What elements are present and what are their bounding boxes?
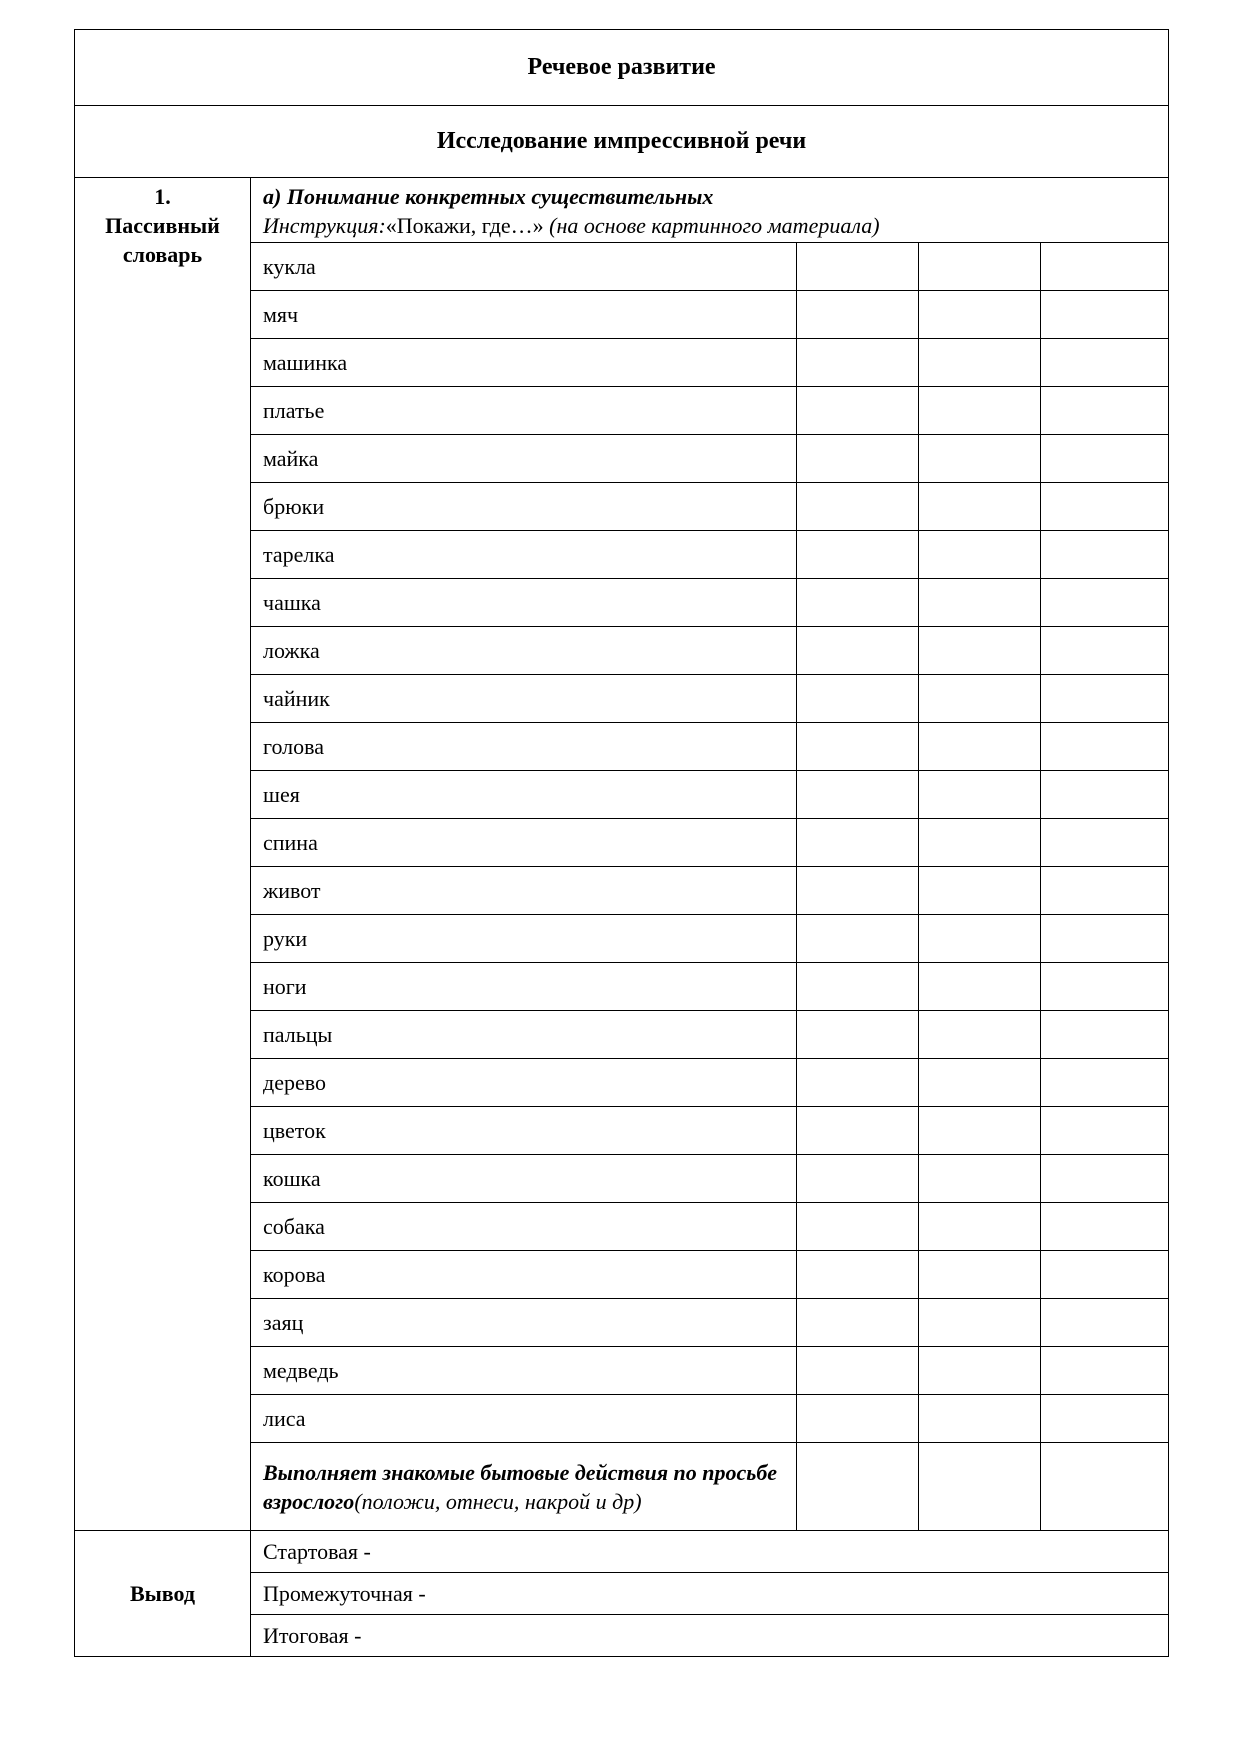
assessment-sheet	[74, 29, 1168, 1657]
mark-cell-final[interactable]	[1041, 579, 1169, 627]
word-label: собака	[251, 1203, 797, 1251]
word-label: чашка	[251, 579, 797, 627]
mark-cell-final[interactable]	[1041, 243, 1169, 291]
word-label: ложка	[251, 627, 797, 675]
mark-cell-start[interactable]	[797, 1107, 919, 1155]
word-label: голова	[251, 723, 797, 771]
mark-cell-middle[interactable]	[919, 387, 1041, 435]
mark-cell-final[interactable]	[1041, 1059, 1169, 1107]
mark-cell-start[interactable]	[797, 771, 919, 819]
document-title: Речевое развитие	[75, 30, 1169, 106]
mark-cell-start[interactable]	[797, 291, 919, 339]
word-label: кошка	[251, 1155, 797, 1203]
section-number: 1.	[154, 184, 171, 209]
mark-cell-final[interactable]	[1041, 1443, 1169, 1531]
mark-cell-start[interactable]	[797, 339, 919, 387]
mark-cell-middle[interactable]	[919, 243, 1041, 291]
mark-cell-final[interactable]	[1041, 627, 1169, 675]
mark-cell-start[interactable]	[797, 1155, 919, 1203]
word-label: шея	[251, 771, 797, 819]
word-label: ноги	[251, 963, 797, 1011]
word-label: цветок	[251, 1107, 797, 1155]
mark-cell-final[interactable]	[1041, 1155, 1169, 1203]
mark-cell-final[interactable]	[1041, 675, 1169, 723]
mark-cell-start[interactable]	[797, 435, 919, 483]
mark-cell-start[interactable]	[797, 1347, 919, 1395]
mark-cell-start[interactable]	[797, 675, 919, 723]
mark-cell-middle[interactable]	[919, 1347, 1041, 1395]
word-label: живот	[251, 867, 797, 915]
mark-cell-middle[interactable]	[919, 771, 1041, 819]
word-label: заяц	[251, 1299, 797, 1347]
mark-cell-middle[interactable]	[919, 1203, 1041, 1251]
mark-cell-final[interactable]	[1041, 387, 1169, 435]
mark-cell-middle[interactable]	[919, 627, 1041, 675]
mark-cell-middle[interactable]	[919, 1443, 1041, 1531]
conclusion-start[interactable]: Стартовая -	[251, 1531, 1169, 1573]
mark-cell-middle[interactable]	[919, 915, 1041, 963]
mark-cell-final[interactable]	[1041, 915, 1169, 963]
instruction-text: «Покажи, где…»	[385, 213, 544, 238]
word-label: майка	[251, 435, 797, 483]
mark-cell-middle[interactable]	[919, 963, 1041, 1011]
word-label: спина	[251, 819, 797, 867]
mark-cell-middle[interactable]	[919, 483, 1041, 531]
word-label: медведь	[251, 1347, 797, 1395]
mark-cell-middle[interactable]	[919, 819, 1041, 867]
mark-cell-middle[interactable]	[919, 339, 1041, 387]
mark-cell-start[interactable]	[797, 387, 919, 435]
mark-cell-final[interactable]	[1041, 963, 1169, 1011]
action-item-cell	[251, 1443, 797, 1531]
mark-cell-middle[interactable]	[919, 1011, 1041, 1059]
mark-cell-middle[interactable]	[919, 531, 1041, 579]
mark-cell-final[interactable]	[1041, 1299, 1169, 1347]
mark-cell-final[interactable]	[1041, 723, 1169, 771]
document-subtitle: Исследование импрессивной речи	[75, 106, 1169, 178]
mark-cell-final[interactable]	[1041, 819, 1169, 867]
mark-cell-final[interactable]	[1041, 771, 1169, 819]
mark-cell-start[interactable]	[797, 1395, 919, 1443]
section-label	[75, 178, 251, 1531]
mark-cell-final[interactable]	[1041, 1203, 1169, 1251]
mark-cell-start[interactable]	[797, 915, 919, 963]
mark-cell-start[interactable]	[797, 1299, 919, 1347]
subsection-header	[251, 178, 1169, 243]
instruction-note: (на основе картинного материала)	[549, 213, 880, 238]
mark-cell-start[interactable]	[797, 1443, 919, 1531]
mark-cell-start[interactable]	[797, 1203, 919, 1251]
word-label: брюки	[251, 483, 797, 531]
mark-cell-middle[interactable]	[919, 1251, 1041, 1299]
mark-cell-final[interactable]	[1041, 483, 1169, 531]
mark-cell-start[interactable]	[797, 531, 919, 579]
action-item-bold: Выполняет знакомые бытовые действия по просьбе взрослого	[263, 1459, 778, 1514]
mark-cell-middle[interactable]	[919, 867, 1041, 915]
mark-cell-start[interactable]	[797, 627, 919, 675]
word-label: дерево	[251, 1059, 797, 1107]
mark-cell-middle[interactable]	[919, 723, 1041, 771]
mark-cell-middle[interactable]	[919, 675, 1041, 723]
word-label: пальцы	[251, 1011, 797, 1059]
mark-cell-final[interactable]	[1041, 291, 1169, 339]
mark-cell-middle[interactable]	[919, 1059, 1041, 1107]
mark-cell-middle[interactable]	[919, 1107, 1041, 1155]
mark-cell-start[interactable]	[797, 579, 919, 627]
mark-cell-final[interactable]	[1041, 339, 1169, 387]
word-label: машинка	[251, 339, 797, 387]
mark-cell-start[interactable]	[797, 483, 919, 531]
assessment-table	[74, 29, 1169, 1657]
mark-cell-final[interactable]	[1041, 1251, 1169, 1299]
conclusion-final[interactable]: Итоговая -	[251, 1615, 1169, 1657]
mark-cell-start[interactable]	[797, 723, 919, 771]
mark-cell-start[interactable]	[797, 819, 919, 867]
section-name-line1: Пассивный	[105, 213, 220, 238]
word-label: тарелка	[251, 531, 797, 579]
mark-cell-middle[interactable]	[919, 435, 1041, 483]
mark-cell-final[interactable]	[1041, 435, 1169, 483]
action-item-italic: (положи, отнеси, накрой и др)	[354, 1488, 642, 1514]
mark-cell-start[interactable]	[797, 1251, 919, 1299]
word-label: чайник	[251, 675, 797, 723]
mark-cell-final[interactable]	[1041, 1347, 1169, 1395]
mark-cell-start[interactable]	[797, 1011, 919, 1059]
mark-cell-middle[interactable]	[919, 291, 1041, 339]
subsection-heading: а) Понимание конкретных существительных	[263, 184, 714, 209]
mark-cell-final[interactable]	[1041, 1011, 1169, 1059]
word-label: лиса	[251, 1395, 797, 1443]
mark-cell-start[interactable]	[797, 1059, 919, 1107]
mark-cell-start[interactable]	[797, 963, 919, 1011]
mark-cell-final[interactable]	[1041, 531, 1169, 579]
mark-cell-middle[interactable]	[919, 1395, 1041, 1443]
instruction-label: Инструкция:	[263, 213, 386, 238]
word-label: платье	[251, 387, 797, 435]
conclusion-intermediate[interactable]: Промежуточная -	[251, 1573, 1169, 1615]
mark-cell-middle[interactable]	[919, 1155, 1041, 1203]
mark-cell-start[interactable]	[797, 243, 919, 291]
mark-cell-final[interactable]	[1041, 1107, 1169, 1155]
word-label: руки	[251, 915, 797, 963]
mark-cell-final[interactable]	[1041, 867, 1169, 915]
word-label: мяч	[251, 291, 797, 339]
mark-cell-middle[interactable]	[919, 1299, 1041, 1347]
word-label: корова	[251, 1251, 797, 1299]
mark-cell-final[interactable]	[1041, 1395, 1169, 1443]
conclusion-label: Вывод	[75, 1531, 251, 1657]
section-name-line2: словарь	[122, 242, 203, 267]
mark-cell-start[interactable]	[797, 867, 919, 915]
word-label: кукла	[251, 243, 797, 291]
mark-cell-middle[interactable]	[919, 579, 1041, 627]
